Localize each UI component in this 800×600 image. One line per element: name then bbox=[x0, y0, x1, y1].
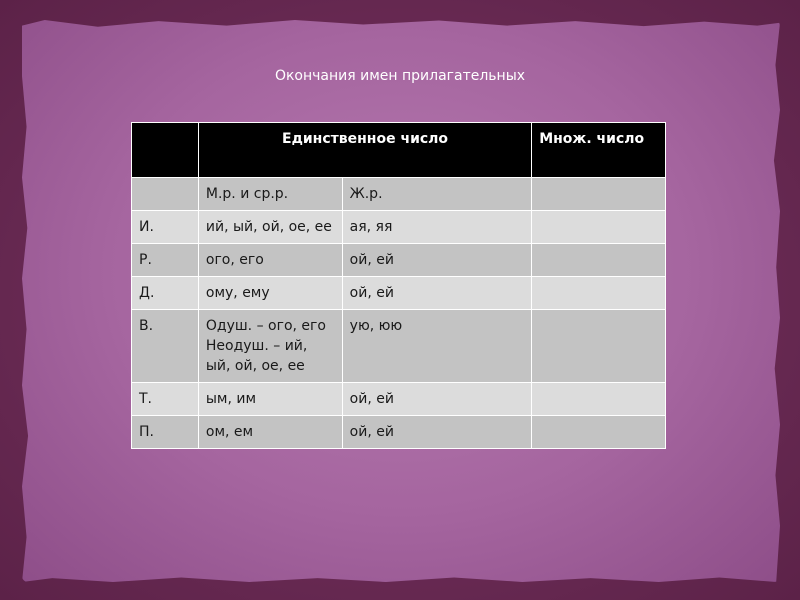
header-blank-cell bbox=[132, 123, 199, 178]
slide-title: Окончания имен прилагательных bbox=[274, 68, 526, 84]
fem-cell: ой, ей bbox=[342, 416, 532, 449]
fem-cell: ая, яя bbox=[342, 211, 532, 244]
fem-cell: ой, ей bbox=[342, 244, 532, 277]
table-row bbox=[132, 211, 666, 244]
plural-cell bbox=[532, 244, 666, 277]
header-plural: Множ. число bbox=[532, 123, 666, 178]
masc-neut-cell: М.р. и ср.р. bbox=[198, 178, 342, 211]
plural-cell bbox=[532, 211, 666, 244]
table-header-row bbox=[132, 123, 666, 178]
masc-neut-cell: ым, им bbox=[198, 383, 342, 416]
case-cell: Р. bbox=[132, 244, 199, 277]
masc-neut-cell: ий, ый, ой, ое, ее bbox=[198, 211, 342, 244]
table-row bbox=[132, 383, 666, 416]
plural-cell bbox=[532, 277, 666, 310]
table-row bbox=[132, 310, 666, 383]
plural-cell bbox=[532, 383, 666, 416]
plural-cell bbox=[532, 310, 666, 383]
table-row bbox=[132, 416, 666, 449]
fem-cell: Ж.р. bbox=[342, 178, 532, 211]
inanimate-ending: Неодуш. – ий, ый, ой, ое, ее bbox=[205, 338, 308, 374]
case-cell: И. bbox=[132, 211, 199, 244]
header-singular: Единственное число bbox=[198, 123, 531, 178]
fem-cell: ой, ей bbox=[342, 383, 532, 416]
masc-neut-cell bbox=[198, 310, 342, 383]
table-row bbox=[132, 178, 666, 211]
case-cell: Д. bbox=[132, 277, 199, 310]
endings-table bbox=[131, 122, 666, 449]
masc-neut-cell: ом, ем bbox=[198, 416, 342, 449]
fem-cell: ой, ей bbox=[342, 277, 532, 310]
table-row bbox=[132, 277, 666, 310]
plural-cell bbox=[532, 416, 666, 449]
case-cell bbox=[132, 178, 199, 211]
animate-ending: Одуш. – ого, его bbox=[205, 318, 326, 334]
fem-cell: ую, юю bbox=[342, 310, 532, 383]
case-cell: Т. bbox=[132, 383, 199, 416]
masc-neut-cell: ому, ему bbox=[198, 277, 342, 310]
table-row bbox=[132, 244, 666, 277]
case-cell: В. bbox=[132, 310, 199, 383]
plural-cell bbox=[532, 178, 666, 211]
masc-neut-cell: ого, его bbox=[198, 244, 342, 277]
case-cell: П. bbox=[132, 416, 199, 449]
